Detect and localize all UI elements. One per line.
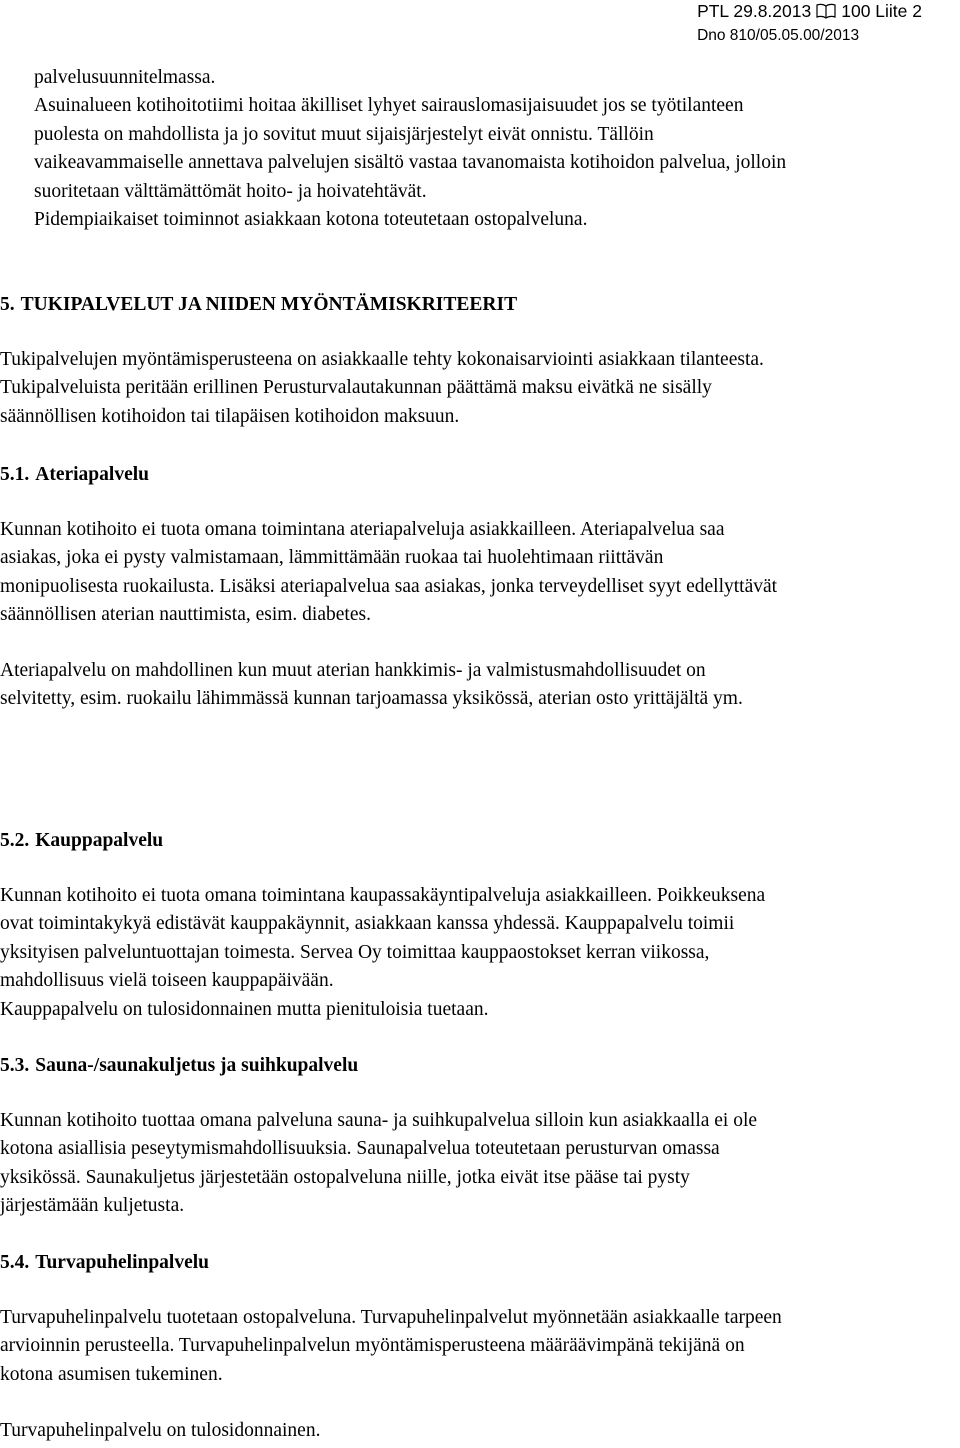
intro-paragraph [0,64,958,234]
section-number: 5.3. [0,1055,30,1076]
paragraph-line: yksityisen palveluntuottajan toimesta. Servea Oy toimittaa kauppaostokset kerran viikossa, [0,941,710,963]
paragraph-line: asiakas, joka ei pysty valmistamaan, lämmittämään ruokaa tai huolehtimaan riittävän [0,547,664,569]
open-book-icon [816,2,836,25]
section-number: 5.4. [0,1252,30,1273]
diary-number: Dno 810/05.05.00/2013 [697,27,860,44]
paragraph-line: säännöllisen kotihoidon tai tilapäisen kotihoidon maksuun. [0,405,460,427]
section-5-3-heading [0,1052,358,1080]
section-5-4-paragraph-1 [0,1304,958,1389]
paragraph-line: Turvapuhelinpalvelu on tulosidonnainen. [0,1420,321,1441]
intro-line: suoritetaan välttämättömät hoito- ja hoivatehtävät. [34,180,427,202]
paragraph-line: Tukipalveluista peritään erillinen Perusturvalautakunnan päättämä maksu eivätkä ne sisälly [0,377,712,399]
section-5-1-heading [0,461,149,489]
intro-line: Pidempiaikaiset toiminnot asiakkaan kotona toteutetaan ostopalveluna. [34,209,588,231]
document-reference-line1 [697,0,922,25]
document-reference [697,0,922,47]
section-5-2-heading [0,827,163,855]
paragraph-line: Kunnan kotihoito tuottaa omana palveluna sauna- ja suihkupalvelua silloin kun asiakkaalla ei ole [0,1110,758,1131]
section-number: 5.2. [0,830,30,851]
section-5-1-paragraph-2 [0,657,958,714]
section-title: Kauppapalvelu [35,830,164,851]
section-5-1-paragraph-1 [0,516,958,630]
paragraph-line: arvioinnin perusteella. Turvapuhelinpalvelun myöntämisperusteena määräävimpänä tekijänä on [0,1335,745,1357]
intro-line: puolesta on mahdollista ja jo sovitut muut sijaisjärjestelyt eivät onnistu. Tällöin [34,123,654,145]
paragraph-line: Ateriapalvelu on mahdollinen kun muut aterian hankkimis- ja valmistusmahdollisuudet on [0,660,706,681]
section-5-heading [0,291,517,319]
paragraph-line: säännöllisen aterian nauttimista, esim. diabetes. [0,604,371,626]
paragraph-line: järjestämään kuljetusta. [0,1195,185,1217]
section-5-4-heading [0,1249,209,1277]
section-5-2-paragraph [0,882,958,1024]
paragraph-line: mahdollisuus vielä toiseen kauppapäivään. [0,970,334,992]
paragraph-line: Turvapuhelinpalvelu tuotetaan ostopalveluna. Turvapuhelinpalvelut myönnetään asiakkaalle tarpeen [0,1307,782,1328]
paragraph-line: Kunnan kotihoito ei tuota omana toimintana kaupassakäyntipalveluja asiakkailleen. Poikkeuksena [0,885,766,906]
meeting-ref: PTL 29.8.2013 [697,1,812,21]
section-5-3-paragraph [0,1107,958,1221]
section-5-4-paragraph-2 [0,1417,958,1445]
paragraph-line: Kauppapalvelu on tulosidonnainen mutta pienituloisia tuetaan. [0,998,489,1020]
section-5-paragraph [0,346,958,431]
paragraph-line: monipuolisesta ruokailusta. Lisäksi ateriapalvelua saa asiakas, jonka terveydelliset syyt edellyttävät [0,575,778,597]
paragraph-line: ovat toimintakykyä edistävät kauppakäynnit, asiakkaan kanssa yhdessä. Kauppapalvelu toimii [0,913,735,935]
paragraph-line: Tukipalvelujen myöntämisperusteena on asiakkaalle tehty kokonaisarviointi asiakkaan tilanteesta. [0,349,764,370]
paragraph-line: kotona asiallisia peseytymismahdollisuuksia. Saunapalvelua toteutetaan perusturvan omassa [0,1138,720,1160]
section-title: Turvapuhelinpalvelu [35,1252,210,1273]
section-title: TUKIPALVELUT JA NIIDEN MYÖNTÄMISKRITEERIT [20,294,518,315]
paragraph-line: selvitetty, esim. ruokailu lähimmässä kunnan tarjoamassa yksikössä, aterian osto yrittäjältä ym. [0,688,743,710]
section-number: 5. [0,294,15,315]
paragraph-line: yksikössä. Saunakuljetus järjestetään ostopalveluna niille, jotka eivät itse pääse tai pysty [0,1166,690,1188]
paragraph-line: Kunnan kotihoito ei tuota omana toimintana ateriapalveluja asiakkailleen. Ateriapalvelua saa [0,519,725,540]
intro-line: Asuinalueen kotihoitotiimi hoitaa äkilliset lyhyet sairauslomasijaisuudet jos se työtilanteen [34,95,744,117]
section-title: Sauna-/saunakuljetus ja suihkupalvelu [35,1055,359,1076]
section-number: 5.1. [0,464,30,485]
section-title: Ateriapalvelu [35,464,149,485]
section-ref: 100 Liite 2 [841,1,922,21]
paragraph-line: kotona asumisen tukeminen. [0,1363,223,1385]
intro-line: palvelusuunnitelmassa. [34,67,216,88]
intro-line: vaikeavammaiselle annettava palvelujen sisältö vastaa tavanomaista kotihoidon palvelua, jolloin [34,152,787,174]
